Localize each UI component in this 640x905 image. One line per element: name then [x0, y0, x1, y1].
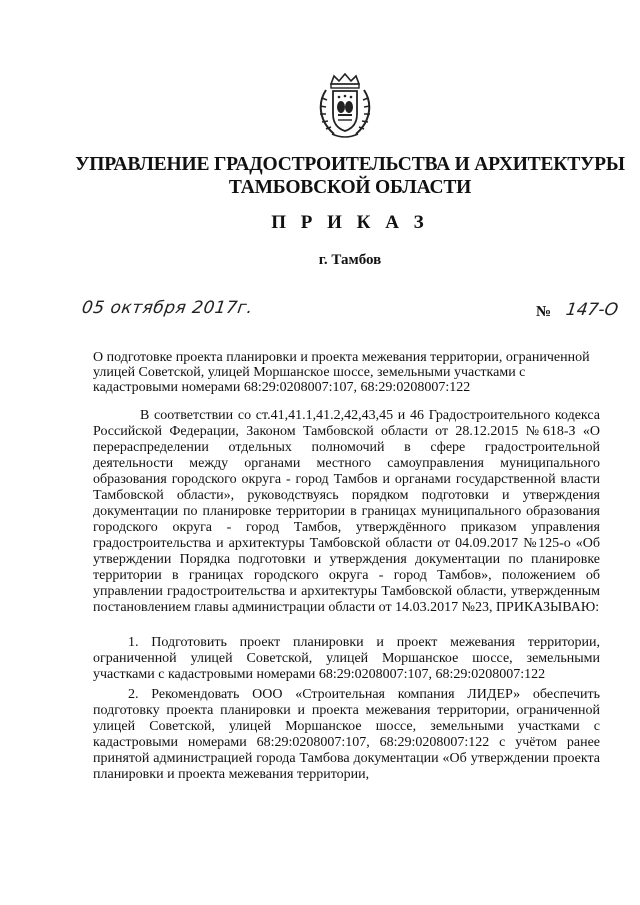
coat-of-arms-emblem-icon	[314, 72, 376, 140]
handwritten-date: 05 октября 2017г.	[80, 298, 255, 318]
organization-title	[60, 153, 640, 199]
organization-title-line-1: УПРАВЛЕНИЕ ГРАДОСТРОИТЕЛЬСТВА И АРХИТЕКТУРЫ	[75, 154, 625, 175]
order-number-label	[536, 304, 551, 321]
order-subject: О подготовке проекта планировки и проекта межевания территории, ограниченной улицей Советской, улицей Моршанское шоссе, земельными участками с кадастровыми номерами 68:29:0208007:107, 68:29:0208007:122	[93, 350, 590, 395]
preamble-paragraph: В соответствии со ст.41,41.1,41.2,42,43,45 и 46 Градостроительного кодекса Российской Федерации, Законом Тамбовской области от 28.12.2015 №618-З «О перераспределении отдельных полномочий в сфере градостроительной деятельности между органами местного самоуправления муниципального образования городского округа - город Тамбов и органами государственной власти Тамбовской области», руководствуясь порядком подготовки и утверждения документации по планировке территории в границах муниципального образования городского округа - город Тамбов, утверждённого приказом управления градостроительства и архитектуры Тамбовской области от 04.09.2017 №125-о «Об утверждении Порядка подготовки и утверждения документации по планировке территории в границах городского округа - город Тамбов», положением об управлении градостроительства и архитектуры Тамбовской области, утвержденным постановлением главы администрации области от 14.03.2017 №23, ПРИКАЗЫВАЮ:	[93, 408, 600, 615]
paragraph-spacer	[93, 616, 600, 635]
order-item-1: 1. Подготовить проект планировки и проект межевания территории, ограниченной улицей Советской, улицей Моршанское шоссе, земельными участками с кадастровыми номерами 68:29:0208007:107, 68:29:0208007:122	[93, 635, 600, 682]
handwritten-order-number: 147-О	[564, 300, 620, 320]
order-item-2: 2. Рекомендовать ООО «Строительная компания ЛИДЕР» обеспечить подготовку проекта планировки и проекта межевания территории, ограниченной улицей Советской, улицей Моршанское шоссе, земельными участками с кадастровыми номерами 68:29:0208007:107, 68:29:0208007:122 с учётом ранее принятой администрацией города Тамбова документации «Об утверждении проекта планировки и проекта межевания территории,	[93, 687, 600, 782]
issue-city: г. Тамбов	[318, 252, 382, 268]
organization-title-line-2: ТАМБОВСКОЙ ОБЛАСТИ	[228, 177, 472, 198]
number-sign: №	[536, 304, 552, 320]
document-type-heading: П Р И К А З	[271, 212, 429, 233]
order-body	[93, 408, 600, 783]
